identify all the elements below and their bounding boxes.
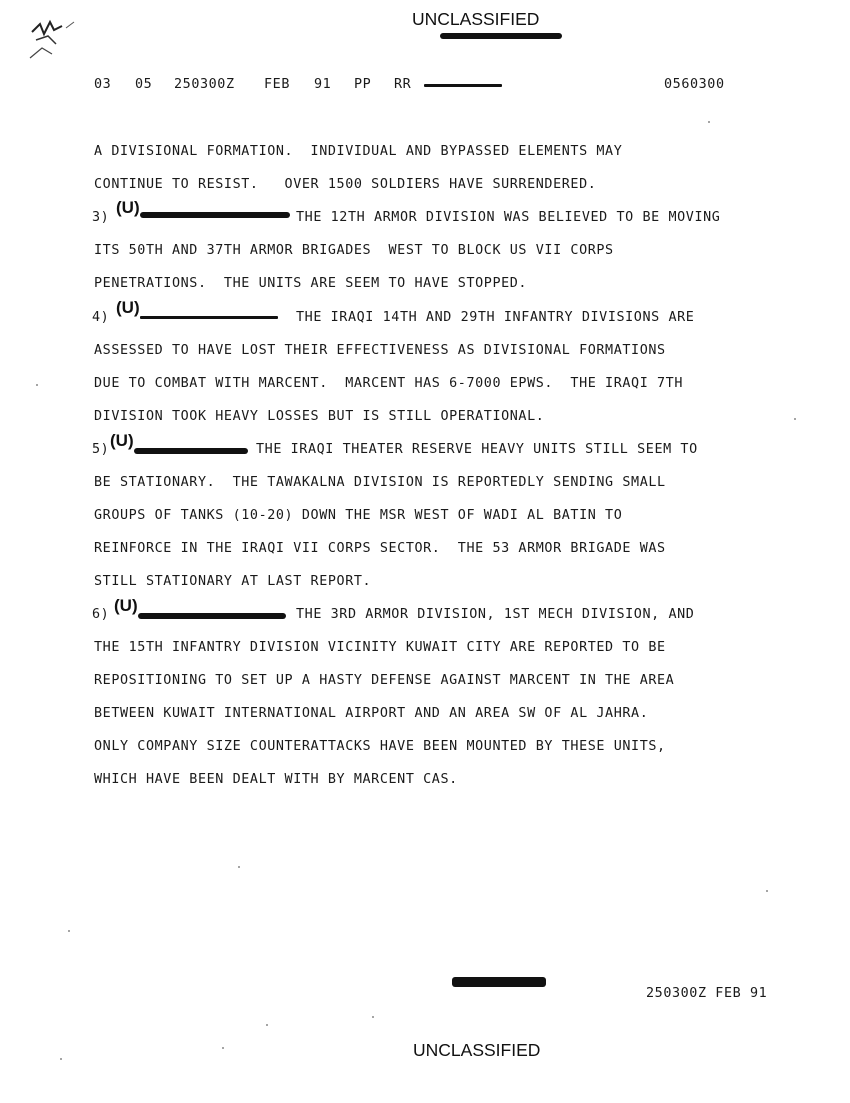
header-precedence-2: RR — [394, 77, 412, 92]
scan-speck — [708, 121, 710, 123]
header-message-number: 0560300 — [664, 77, 725, 92]
body-line-12: GROUPS OF TANKS (10-20) DOWN THE MSR WEST OF WADI AL BATIN TO — [94, 508, 623, 523]
body-line-14: STILL STATIONARY AT LAST REPORT. — [94, 574, 372, 589]
body-line-9: DIVISION TOOK HEAVY LOSSES BUT IS STILL OPERATIONAL. — [94, 409, 545, 424]
redaction-bar-p6 — [138, 613, 286, 619]
body-line-17: REPOSITIONING TO SET UP A HASTY DEFENSE AGAINST MARCENT IN THE AREA — [94, 673, 675, 688]
scan-speck — [68, 930, 70, 932]
redaction-bar-p5 — [134, 448, 248, 454]
body-line-10: THE IRAQI THEATER RESERVE HEAVY UNITS STILL SEEM TO — [256, 442, 698, 457]
footer-dtg: 250300Z FEB 91 — [646, 986, 768, 1001]
redaction-bar-top — [440, 33, 562, 39]
body-line-2: CONTINUE TO RESIST. OVER 1500 SOLDIERS HAVE SURRENDERED. — [94, 177, 597, 192]
body-line-16: THE 15TH INFANTRY DIVISION VICINITY KUWAIT CITY ARE REPORTED TO BE — [94, 640, 666, 655]
paragraph-number-6: 6) — [92, 607, 110, 622]
portion-mark-p6: (U) — [114, 596, 138, 615]
paragraph-number-4: 4) — [92, 310, 110, 325]
body-line-18: BETWEEN KUWAIT INTERNATIONAL AIRPORT AND AN AREA SW OF AL JAHRA. — [94, 706, 649, 721]
scan-speck — [238, 866, 240, 868]
body-line-15: THE 3RD ARMOR DIVISION, 1ST MECH DIVISION, AND — [296, 607, 695, 622]
body-line-8: DUE TO COMBAT WITH MARCENT. MARCENT HAS 6-7000 EPWS. THE IRAQI 7TH — [94, 376, 684, 391]
body-line-3: THE 12TH ARMOR DIVISION WAS BELIEVED TO BE MOVING — [296, 210, 721, 225]
portion-mark-p4: (U) — [116, 298, 140, 317]
scan-speck — [36, 384, 38, 386]
header-field-2: 05 — [135, 77, 153, 92]
body-line-6: THE IRAQI 14TH AND 29TH INFANTRY DIVISIONS ARE — [296, 310, 695, 325]
scan-speck — [766, 890, 768, 892]
scan-speck — [794, 418, 796, 420]
strikethrough-p4 — [140, 316, 278, 319]
scan-speck — [60, 1058, 62, 1060]
header-field-1: 03 — [94, 77, 112, 92]
body-line-20: WHICH HAVE BEEN DEALT WITH BY MARCENT CAS. — [94, 772, 458, 787]
body-line-1: A DIVISIONAL FORMATION. INDIVIDUAL AND BYPASSED ELEMENTS MAY — [94, 144, 623, 159]
scan-speck — [222, 1047, 224, 1049]
classification-bottom: UNCLASSIFIED — [413, 1040, 541, 1060]
header-precedence-1: PP — [354, 77, 372, 92]
paragraph-number-3: 3) — [92, 210, 110, 225]
scan-speck — [372, 1016, 374, 1018]
body-line-4: ITS 50TH AND 37TH ARMOR BRIGADES WEST TO BLOCK US VII CORPS — [94, 243, 614, 258]
portion-mark-p5: (U) — [110, 431, 134, 450]
body-line-11: BE STATIONARY. THE TAWAKALNA DIVISION IS REPORTEDLY SENDING SMALL — [94, 475, 666, 490]
header-dtg: 250300Z — [174, 77, 235, 92]
body-line-13: REINFORCE IN THE IRAQI VII CORPS SECTOR. THE 53 ARMOR BRIGADE WAS — [94, 541, 666, 556]
redaction-bar-p3 — [140, 212, 290, 218]
body-line-7: ASSESSED TO HAVE LOST THEIR EFFECTIVENESS AS DIVISIONAL FORMATIONS — [94, 343, 666, 358]
header-month: FEB — [264, 77, 290, 92]
handwritten-initials — [26, 18, 96, 78]
scan-speck — [266, 1024, 268, 1026]
classification-top: UNCLASSIFIED — [412, 9, 540, 29]
body-line-19: ONLY COMPANY SIZE COUNTERATTACKS HAVE BEEN MOUNTED BY THESE UNITS, — [94, 739, 666, 754]
header-year: 91 — [314, 77, 332, 92]
paragraph-number-5: 5) — [92, 442, 110, 457]
body-line-5: PENETRATIONS. THE UNITS ARE SEEM TO HAVE STOPPED. — [94, 276, 528, 291]
header-classification-strike — [424, 84, 502, 87]
redaction-bar-footer — [452, 977, 546, 987]
portion-mark-p3: (U) — [116, 198, 140, 217]
